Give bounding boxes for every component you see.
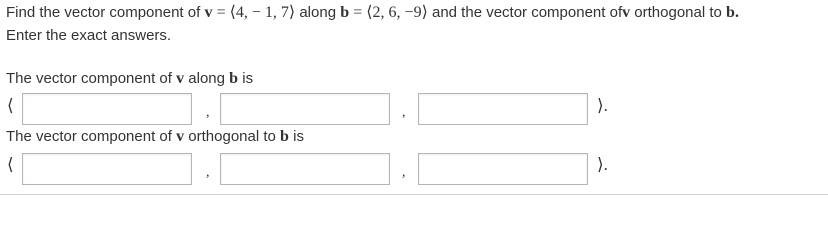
question-orthogonal: orthogonal to xyxy=(634,4,722,21)
answer1-component-3-input[interactable] xyxy=(418,93,588,125)
instructions: Enter the exact answers. xyxy=(6,27,172,44)
answer1-label-pre: The vector component of xyxy=(6,70,172,87)
answer2-v-symbol: v xyxy=(176,128,185,145)
answer1-label-mid: along xyxy=(188,70,225,87)
answer2-b-symbol: b xyxy=(280,128,289,145)
question-part1: Find the vector component of xyxy=(6,4,201,21)
answer2-component-1-input[interactable] xyxy=(22,153,192,185)
answer1-close-bracket: ⟩. xyxy=(597,96,608,115)
answer2-comma-2: , xyxy=(402,165,406,180)
question-text xyxy=(6,2,739,22)
answer1-v-symbol: v xyxy=(176,70,185,87)
answer1-comma-2: , xyxy=(402,105,406,120)
answer2-label-post: is xyxy=(293,128,304,145)
bottom-divider xyxy=(0,194,828,195)
answer1-comma-1: , xyxy=(206,105,210,120)
answer1-component-2-input[interactable] xyxy=(220,93,390,125)
answer2-component-2-input[interactable] xyxy=(220,153,390,185)
answer1-label-post: is xyxy=(242,70,254,87)
answer2-close-bracket: ⟩. xyxy=(597,155,608,174)
answer1-open-bracket: ⟨ xyxy=(7,96,14,115)
answer1-b-symbol: b xyxy=(229,70,239,87)
question-part2: and the vector component of xyxy=(431,4,623,21)
vector-b-symbol-2: b xyxy=(726,4,735,21)
question-along: along xyxy=(299,4,337,21)
vector-v-symbol-2: v xyxy=(622,4,631,21)
vector-v-symbol: v xyxy=(204,4,213,21)
answer2-label xyxy=(6,128,304,146)
answer2-comma-1: , xyxy=(206,165,210,180)
vector-v-definition: = ⟨4, − 1, 7⟩ xyxy=(216,4,296,21)
answer1-component-1-input[interactable] xyxy=(22,93,192,125)
vector-b-symbol: b xyxy=(340,4,350,21)
question-period: . xyxy=(734,4,739,21)
answer2-open-bracket: ⟨ xyxy=(7,155,14,174)
answer1-label xyxy=(6,70,253,88)
answer2-component-3-input[interactable] xyxy=(418,153,588,185)
answer2-label-mid: orthogonal to xyxy=(188,128,276,145)
answer2-label-pre: The vector component of xyxy=(6,128,172,145)
vector-b-definition: = ⟨2, 6, −9⟩ xyxy=(353,4,428,21)
